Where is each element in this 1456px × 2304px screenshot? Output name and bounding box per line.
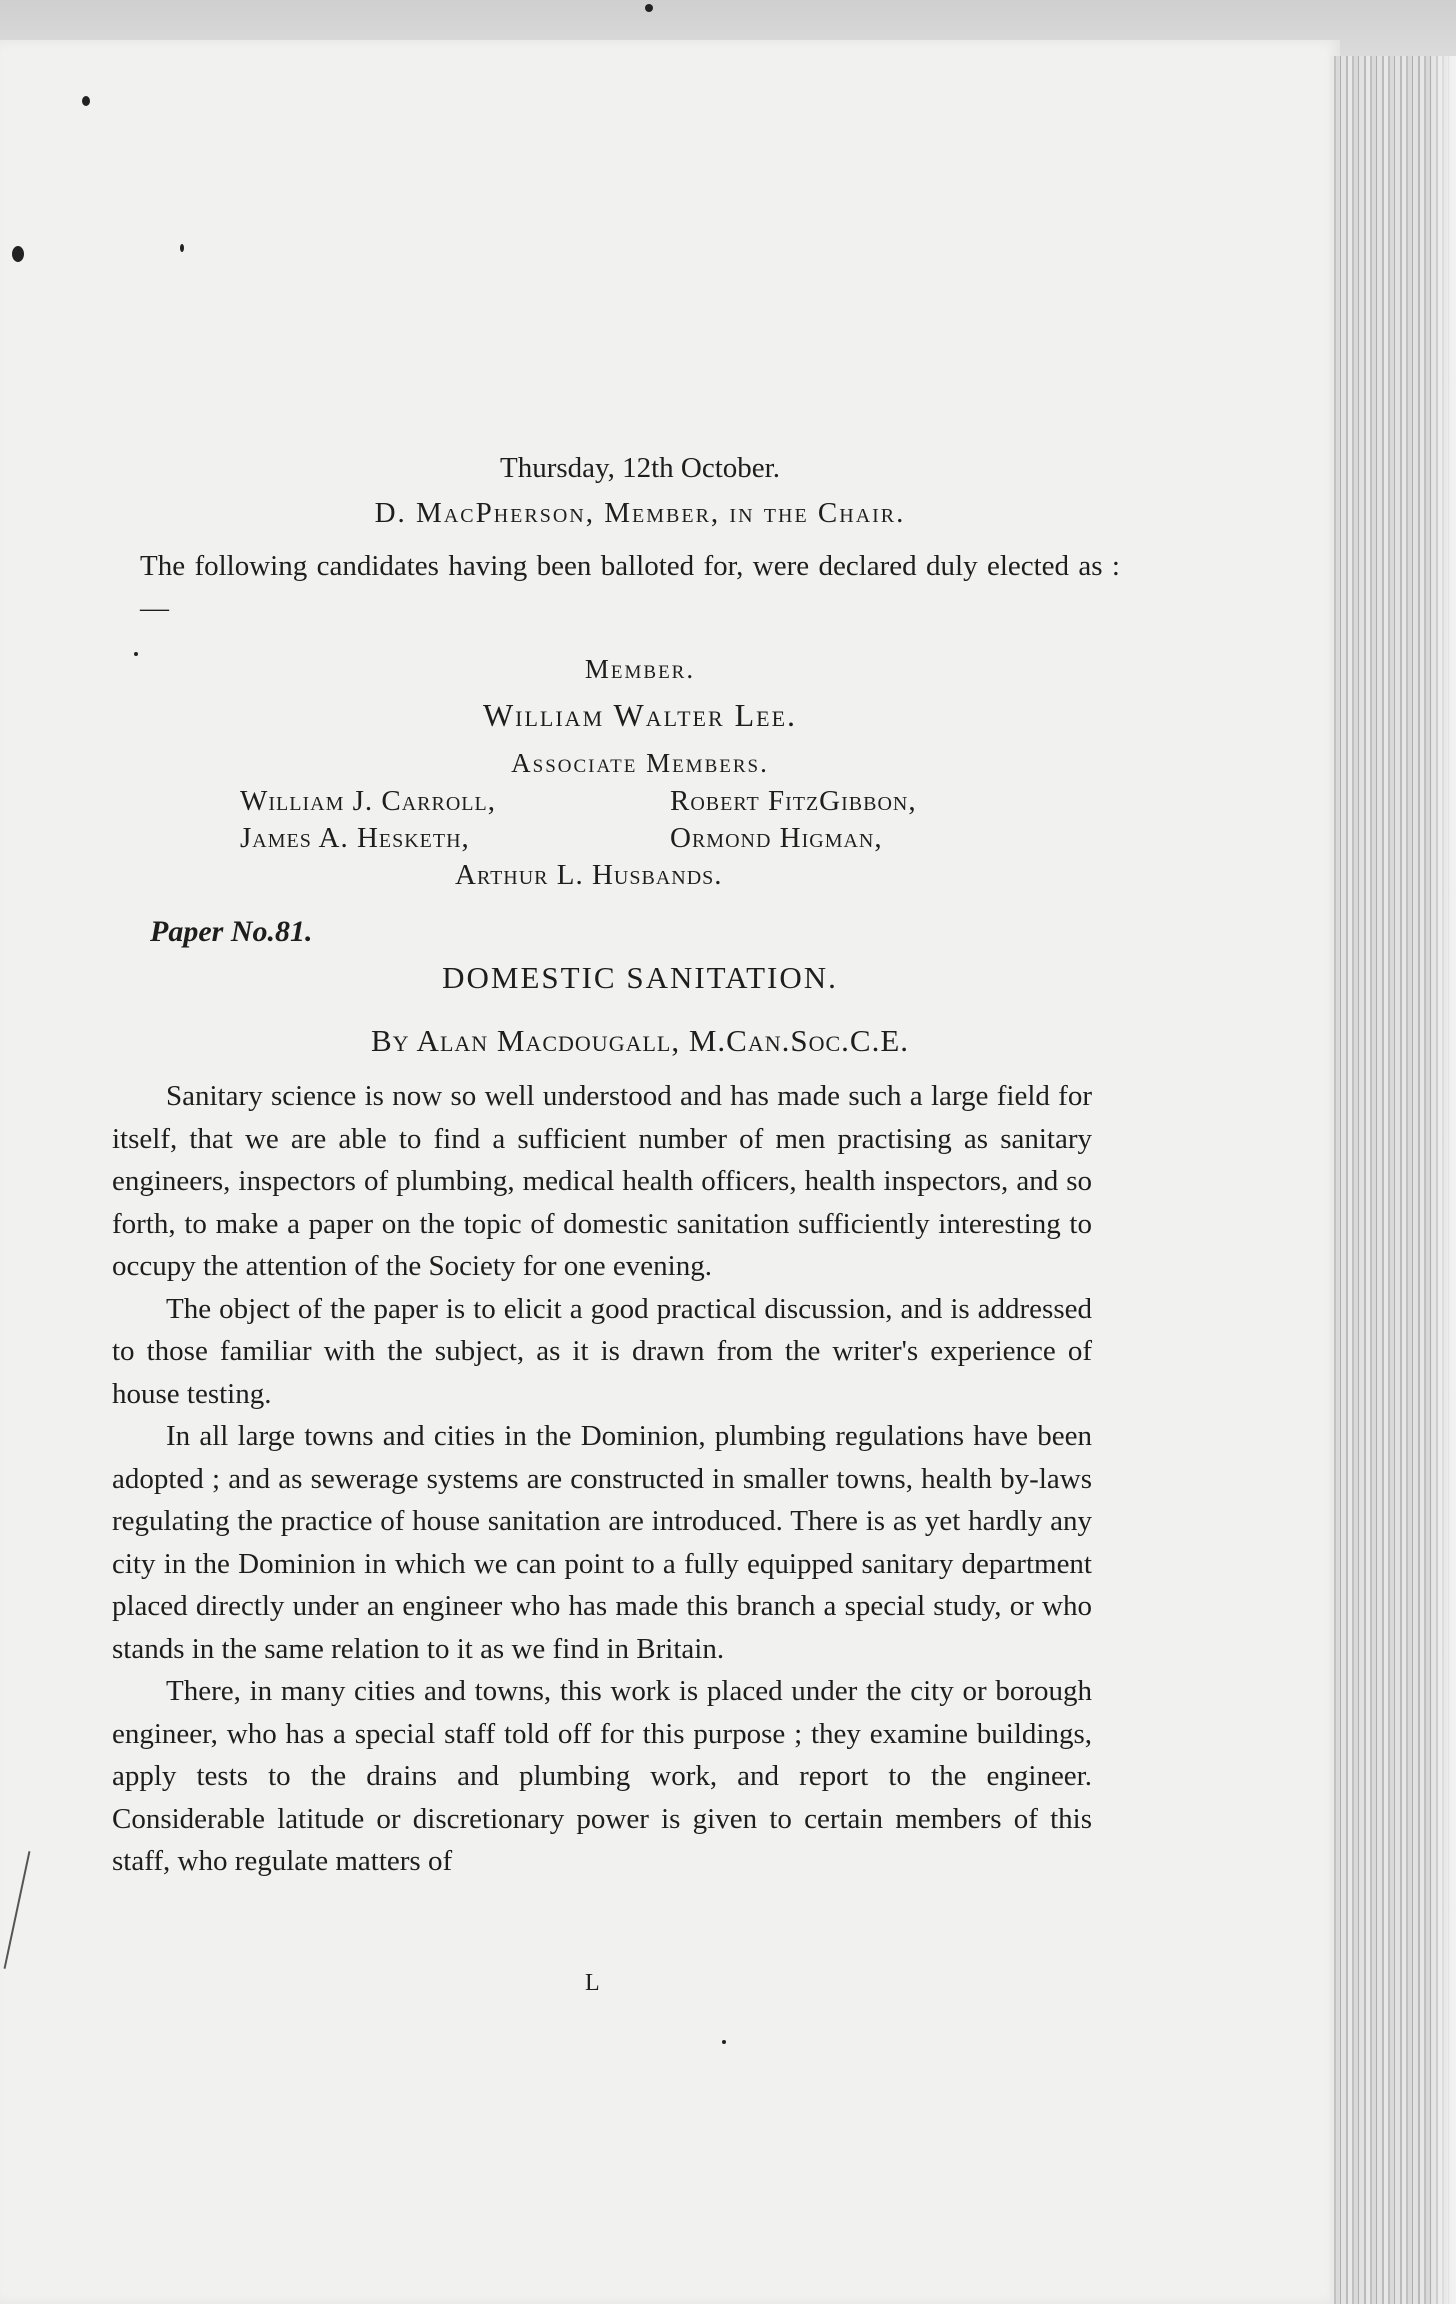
election-intro: The following candidates having been balloted for, were declared duly elected as :— <box>140 550 1120 624</box>
meeting-chair: D. MacPherson, Member, in the Chair. <box>374 497 906 529</box>
paper-author: By Alan Macdougall, M.Can.Soc.C.E. <box>370 1023 910 1058</box>
signature-mark: L <box>585 1970 600 1996</box>
associate-name: Robert FitzGibbon, <box>670 785 917 817</box>
meeting-date: Thursday, 12th October. <box>499 452 780 484</box>
associate-name: Ormond Higman, <box>670 822 883 854</box>
dust-speck <box>722 2040 726 2044</box>
associate-name: Arthur L. Husbands. <box>455 859 723 891</box>
member-heading: Member. <box>584 654 696 684</box>
paragraph: There, in many cities and towns, this work is placed under the city or borough engineer, who has a special staff told off for this purpose ; they examine buildings, apply tests to the drains and plumbing work, and report to the engineer. Considerable latitude or discretionary power is given to certain members of this staff, who regulate matters of <box>112 1675 1092 1877</box>
dust-speck <box>645 4 653 12</box>
paragraph: The object of the paper is to elicit a good practical discussion, and is addressed to those familiar with the subject, as it is drawn from the writer's experience of house testing. <box>112 1292 1092 1410</box>
member-name: William Walter Lee. <box>482 697 798 733</box>
dust-speck <box>12 246 24 262</box>
associate-name: James A. Hesketh, <box>240 822 470 854</box>
associate-name: William J. Carroll, <box>240 785 496 817</box>
paper-number: Paper No.81. <box>150 915 313 948</box>
paragraph: Sanitary science is now so well understood and has made such a large field for itself, that we are able to find a sufficient number of men practising as sanitary engineers, inspectors of plumbing, medical health officers, health inspectors, and so forth, to make a paper on the topic of domestic sanitation sufficiently interesting to occupy the attention of the Society for one evening. <box>112 1080 1092 1282</box>
paper-body <box>112 1075 1092 1883</box>
associate-members-list <box>240 785 1030 892</box>
page-stack-edge <box>1330 56 1456 2304</box>
paragraph: In all large towns and cities in the Dominion, plumbing regulations have been adopted ; and as sewerage systems are constructed in smaller towns, health by-laws regulating the practice of house sanitation are introduced. There is as yet hardly any city in the Dominion in which we can point to a fully equipped sanitary department placed directly under an engineer who has made this branch a special study, or who stands in the same relation to it as we find in Britain. <box>112 1420 1092 1665</box>
dust-speck <box>82 96 90 106</box>
associate-heading: Associate Members. <box>511 748 769 778</box>
dust-speck <box>180 244 184 252</box>
paper-title: DOMESTIC SANITATION. <box>442 960 838 995</box>
